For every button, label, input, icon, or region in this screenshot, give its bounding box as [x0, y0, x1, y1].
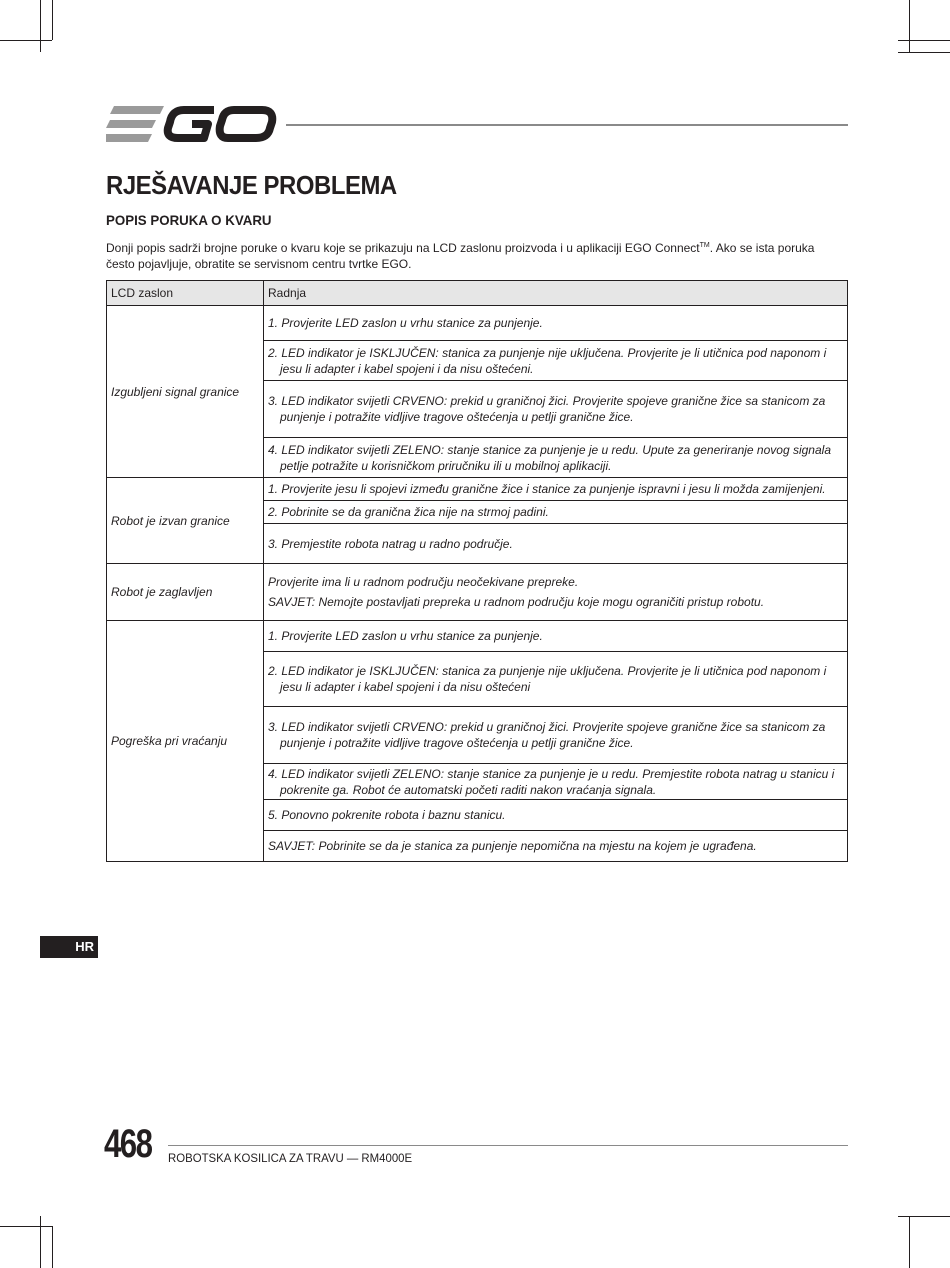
table-row — [107, 306, 848, 341]
page-number: 468 — [104, 1122, 152, 1166]
intro-text-2: . Ako se ista poruka često pojavljuje, obratite se servisnom centru tvrtke EGO. — [106, 241, 815, 271]
action-text: 4. LED indikator svijetli ZELENO: stanje stanice za punjenje je u redu. Premjestite robota natrag u stanicu i pokrenite ga. Robot će automatski početi raditi nakon vraćanja signala. — [268, 766, 835, 797]
action-cell — [264, 306, 848, 341]
crop-mark — [40, 1216, 41, 1268]
crop-mark — [909, 0, 910, 52]
lcd-message: Robot je izvan granice — [107, 478, 264, 564]
action-text: 1. Provjerite LED zaslon u vrhu stanice za punjenje. — [268, 316, 543, 330]
lcd-message: Izgubljeni signal granice — [107, 306, 264, 478]
action-text: 4. LED indikator svijetli ZELENO: stanje stanice za punjenje je u redu. Upute za generiranje novog signala petlje potražite u korisničkom priručniku ili u mobilnoj aplikaciji. — [268, 442, 831, 473]
trademark-sup: TM — [699, 242, 710, 249]
action-cell — [264, 478, 848, 501]
action-text: 3. LED indikator svijetli CRVENO: prekid u graničnoj žici. Provjerite spojeve granične žice sa stanicom za punjenje i potražite vidljive tragove oštećenja u petlji granične žice. — [268, 720, 826, 750]
action-text: 1. Provjerite jesu li spojevi između granične žice i stanice za punjenje ispravni i jesu li možda zamijenjeni. — [268, 482, 826, 496]
crop-mark — [40, 0, 41, 52]
crop-mark — [0, 1226, 52, 1227]
action-text: 2. Pobrinite se da granična žica nije na strmoj padini. — [268, 505, 549, 519]
action-cell — [264, 831, 848, 862]
action-text: 1. Provjerite LED zaslon u vrhu stanice za punjenje. — [268, 629, 543, 643]
section-subtitle: POPIS PORUKA O KVARU — [106, 212, 272, 228]
crop-mark — [898, 52, 950, 53]
action-text: 5. Ponovno pokrenite robota i baznu stanicu. — [268, 808, 506, 822]
crop-mark — [898, 1216, 950, 1217]
action-cell — [264, 707, 848, 764]
lcd-message: Pogreška pri vraćanju — [107, 621, 264, 862]
lcd-message: Robot je zaglavljen — [107, 564, 264, 621]
action-text: 2. LED indikator je ISKLJUČEN: stanica za punjenje nije uključena. Provjerite je li utičnica pod naponom i jesu li adapter i kabel spojeni i da nisu oštećeni. — [268, 345, 827, 376]
action-cell — [264, 501, 848, 524]
action-cell — [264, 764, 848, 800]
action-cell — [264, 652, 848, 707]
header-action: Radnja — [264, 281, 848, 306]
action-cell — [264, 438, 848, 478]
crop-mark — [909, 1216, 910, 1268]
header-rule — [286, 124, 848, 126]
action-text: 3. Premjestite robota natrag u radno područje. — [268, 536, 513, 551]
crop-mark — [52, 0, 53, 40]
table-row — [107, 564, 848, 621]
footer-text: ROBOTSKA KOSILICA ZA TRAVU — RM4000E — [168, 1151, 413, 1165]
action-cell — [264, 621, 848, 652]
footer-rule — [168, 1145, 848, 1146]
crop-mark — [52, 1226, 53, 1268]
header-lcd: LCD zaslon — [107, 281, 264, 306]
tip-text: SAVJET: Pobrinite se da je stanica za punjenje nepomična na mjestu na kojem je ugrađena. — [268, 839, 757, 853]
language-tab: HR — [40, 936, 98, 958]
action-cell — [264, 381, 848, 438]
fault-message-table — [106, 280, 848, 862]
table-header-row — [107, 281, 848, 306]
table-row — [107, 478, 848, 501]
action-text: 3. LED indikator svijetli CRVENO: prekid u graničnoj žici. Provjerite spojeve granične žice sa stanicom za punjenje i potražite vidljive tragove oštećenja u petlji granične žice. — [268, 394, 826, 424]
page-title: RJEŠAVANJE PROBLEMA — [106, 170, 397, 200]
action-text: 2. LED indikator je ISKLJUČEN: stanica za punjenje nije uključena. Provjerite je li utičnica pod naponom i jesu li adapter i kabel spojeni i da nisu oštećeni — [268, 664, 827, 694]
action-text: Provjerite ima li u radnom području neočekivane prepreke. — [268, 575, 579, 589]
action-cell — [264, 800, 848, 831]
intro-text-1: Donji popis sadrži brojne poruke o kvaru koje se prikazuju na LCD zaslonu proizvoda i u aplikaciji EGO Connect — [106, 241, 700, 255]
action-cell — [264, 564, 848, 621]
crop-mark — [0, 40, 52, 41]
action-cell — [264, 341, 848, 381]
ego-logo — [106, 104, 278, 144]
tip-text: SAVJET: Nemojte postavljati prepreka u radnom području koje mogu ograničiti pristup robotu. — [268, 595, 765, 609]
table-row — [107, 621, 848, 652]
intro-paragraph — [106, 238, 846, 272]
crop-mark — [898, 40, 950, 41]
action-cell — [264, 524, 848, 564]
